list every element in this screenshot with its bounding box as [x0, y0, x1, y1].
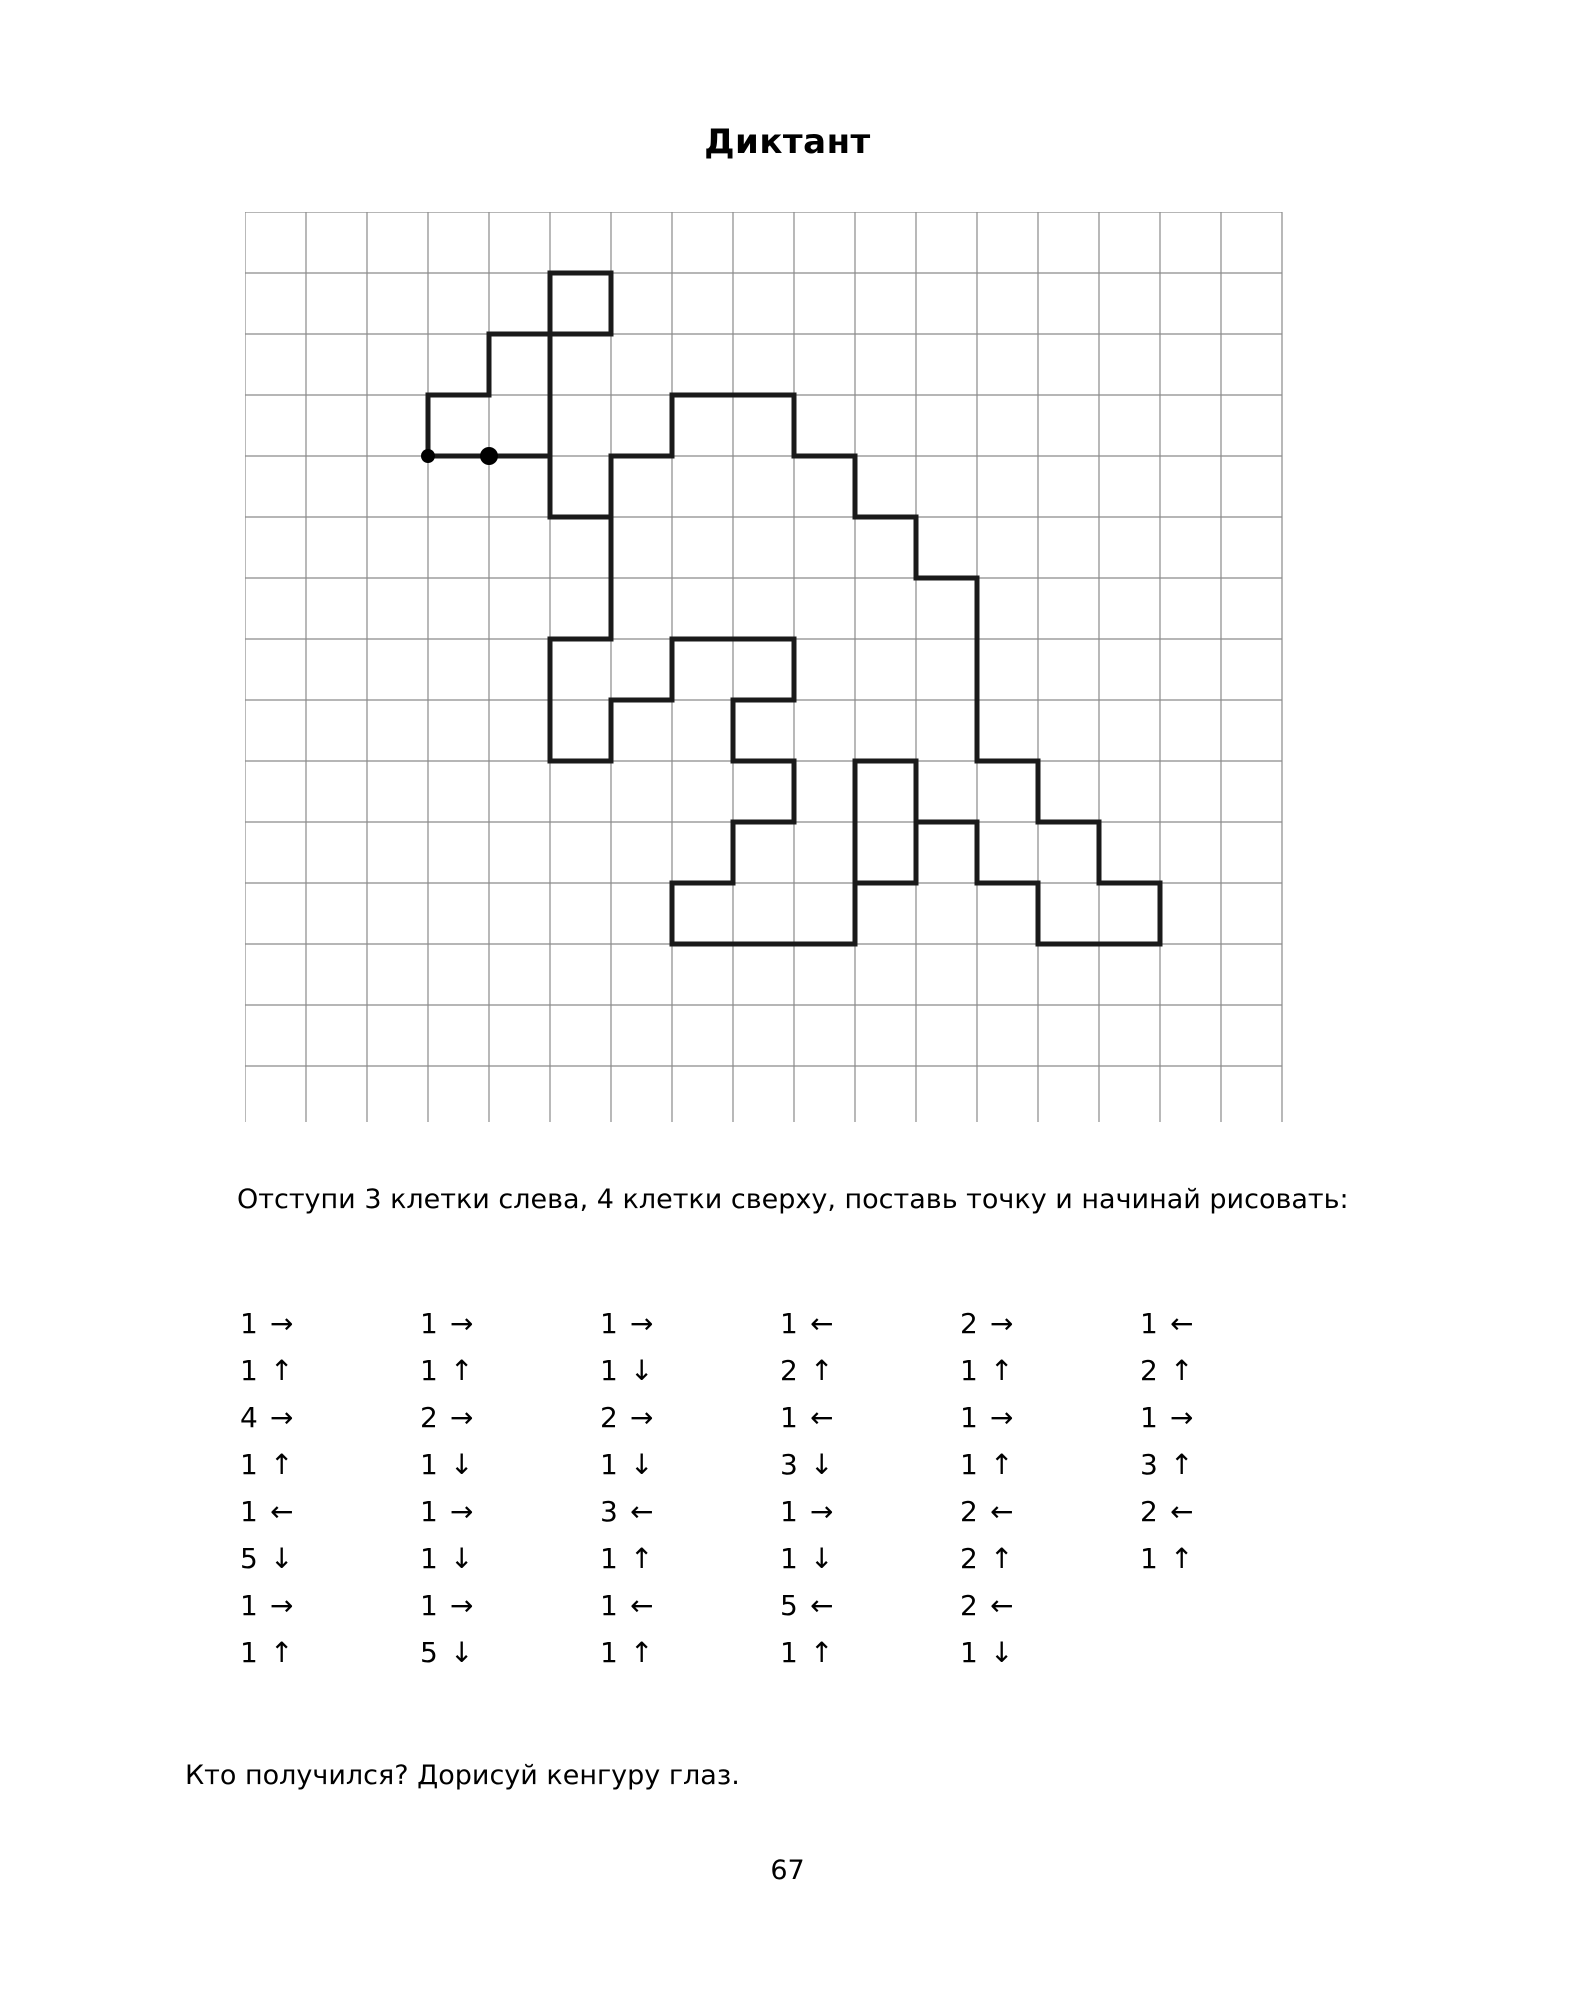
move-direction-arrow-icon: →	[630, 1307, 654, 1340]
eye-dot	[480, 447, 498, 465]
move-count: 1	[240, 1307, 258, 1340]
move-count: 2	[600, 1401, 618, 1434]
grid-svg	[245, 212, 1285, 1122]
move-count: 4	[240, 1401, 258, 1434]
move-direction-arrow-icon: ←	[270, 1495, 294, 1528]
graphic-dictation-grid	[245, 212, 1285, 1122]
move-count: 1	[780, 1307, 798, 1340]
moves-row	[240, 1488, 1320, 1535]
move-count	[1140, 1582, 1170, 1629]
move-direction-arrow-icon: ↓	[450, 1542, 474, 1575]
moves-row	[240, 1347, 1320, 1394]
move-count: 1	[780, 1542, 798, 1575]
move-direction-arrow-icon: ←	[810, 1589, 834, 1622]
move-direction-arrow-icon: ↑	[1170, 1542, 1194, 1575]
move-direction-arrow-icon: ↓	[810, 1542, 834, 1575]
move-count: 1	[780, 1636, 798, 1669]
page-title: Диктант	[704, 122, 871, 162]
move-direction-arrow-icon	[1170, 1629, 1320, 1676]
moves-row	[240, 1582, 1320, 1629]
move-count: 1	[240, 1448, 258, 1481]
move-direction-arrow-icon: ↑	[450, 1354, 474, 1387]
move-direction-arrow-icon: ↓	[990, 1636, 1014, 1669]
move-count: 1	[240, 1589, 258, 1622]
move-count: 3	[780, 1448, 798, 1481]
move-count: 1	[600, 1589, 618, 1622]
move-count: 3	[1140, 1448, 1158, 1481]
move-count: 5	[420, 1636, 438, 1669]
move-count: 1	[420, 1589, 438, 1622]
move-direction-arrow-icon: ↓	[630, 1354, 654, 1387]
moves-row	[240, 1300, 1320, 1347]
move-count: 1	[240, 1636, 258, 1669]
move-count: 1	[1140, 1307, 1158, 1340]
move-direction-arrow-icon: ↑	[810, 1354, 834, 1387]
move-direction-arrow-icon: →	[990, 1307, 1014, 1340]
moves-row	[240, 1394, 1320, 1441]
move-count: 1	[420, 1542, 438, 1575]
move-direction-arrow-icon: ↑	[270, 1448, 294, 1481]
move-direction-arrow-icon: ↓	[810, 1448, 834, 1481]
move-count: 2	[420, 1401, 438, 1434]
move-direction-arrow-icon: ↓	[630, 1448, 654, 1481]
move-count: 1	[1140, 1542, 1158, 1575]
move-count: 1	[240, 1354, 258, 1387]
move-count: 1	[1140, 1401, 1158, 1434]
instruction-text	[185, 1180, 1385, 1219]
move-count: 1	[600, 1307, 618, 1340]
move-direction-arrow-icon: →	[270, 1307, 294, 1340]
move-direction-arrow-icon: ↑	[630, 1542, 654, 1575]
move-direction-arrow-icon: ←	[810, 1307, 834, 1340]
move-count: 1	[600, 1542, 618, 1575]
move-direction-arrow-icon: →	[990, 1401, 1014, 1434]
move-count: 1	[600, 1354, 618, 1387]
move-direction-arrow-icon: ↑	[990, 1354, 1014, 1387]
moves-row	[240, 1629, 1320, 1676]
move-count: 1	[960, 1636, 978, 1669]
instruction-label: Отступи 3 клетки слева, 4 клетки сверху, поставь точку и начинай рисовать:	[237, 1184, 1349, 1215]
move-count: 1	[960, 1448, 978, 1481]
move-count: 1	[960, 1401, 978, 1434]
move-direction-arrow-icon: ↑	[1170, 1354, 1194, 1387]
move-direction-arrow-icon: ↓	[270, 1542, 294, 1575]
move-count: 1	[600, 1636, 618, 1669]
move-count: 1	[600, 1448, 618, 1481]
move-count: 2	[960, 1542, 978, 1575]
move-direction-arrow-icon: ←	[1170, 1495, 1194, 1528]
move-count: 1	[960, 1354, 978, 1387]
page-number: 67	[770, 1855, 805, 1886]
move-count: 3	[600, 1495, 618, 1528]
move-direction-arrow-icon: ↑	[270, 1636, 294, 1669]
move-direction-arrow-icon: →	[1170, 1401, 1194, 1434]
move-direction-arrow-icon: ↑	[630, 1636, 654, 1669]
move-direction-arrow-icon: ←	[1170, 1307, 1194, 1340]
move-count: 2	[1140, 1495, 1158, 1528]
moves-table	[240, 1300, 1320, 1676]
move-direction-arrow-icon: →	[450, 1307, 474, 1340]
closing-question: Кто получился? Дорисуй кенгуру глаз.	[185, 1760, 740, 1791]
move-direction-arrow-icon: ↑	[1170, 1448, 1194, 1481]
moves-row	[240, 1535, 1320, 1582]
move-count: 5	[240, 1542, 258, 1575]
move-count: 1	[420, 1354, 438, 1387]
move-direction-arrow-icon: ↑	[270, 1354, 294, 1387]
move-count: 1	[420, 1448, 438, 1481]
move-direction-arrow-icon: ↓	[450, 1448, 474, 1481]
move-direction-arrow-icon: →	[450, 1401, 474, 1434]
move-count	[1140, 1629, 1170, 1676]
move-count: 1	[420, 1495, 438, 1528]
move-direction-arrow-icon: ↑	[990, 1542, 1014, 1575]
move-count: 2	[1140, 1354, 1158, 1387]
moves-list	[240, 1300, 1320, 1676]
grid-lines	[245, 212, 1282, 1122]
move-direction-arrow-icon: ↑	[990, 1448, 1014, 1481]
move-direction-arrow-icon: →	[450, 1495, 474, 1528]
move-count: 1	[780, 1401, 798, 1434]
move-direction-arrow-icon: ←	[990, 1495, 1014, 1528]
move-direction-arrow-icon: →	[450, 1589, 474, 1622]
moves-row	[240, 1441, 1320, 1488]
move-direction-arrow-icon: ↑	[810, 1636, 834, 1669]
move-count: 2	[960, 1589, 978, 1622]
move-count: 1	[240, 1495, 258, 1528]
move-direction-arrow-icon: ←	[990, 1589, 1014, 1622]
move-count: 1	[780, 1495, 798, 1528]
move-direction-arrow-icon: ←	[630, 1495, 654, 1528]
move-direction-arrow-icon: ←	[630, 1589, 654, 1622]
move-direction-arrow-icon: →	[270, 1589, 294, 1622]
move-direction-arrow-icon: →	[270, 1401, 294, 1434]
move-count: 2	[960, 1307, 978, 1340]
move-direction-arrow-icon: →	[810, 1495, 834, 1528]
move-count: 2	[780, 1354, 798, 1387]
move-direction-arrow-icon: ←	[810, 1401, 834, 1434]
move-direction-arrow-icon: →	[630, 1401, 654, 1434]
move-direction-arrow-icon	[1170, 1582, 1320, 1629]
start-point-dot	[421, 449, 435, 463]
move-direction-arrow-icon: ↓	[450, 1636, 474, 1669]
move-count: 5	[780, 1589, 798, 1622]
move-count: 1	[420, 1307, 438, 1340]
move-count: 2	[960, 1495, 978, 1528]
